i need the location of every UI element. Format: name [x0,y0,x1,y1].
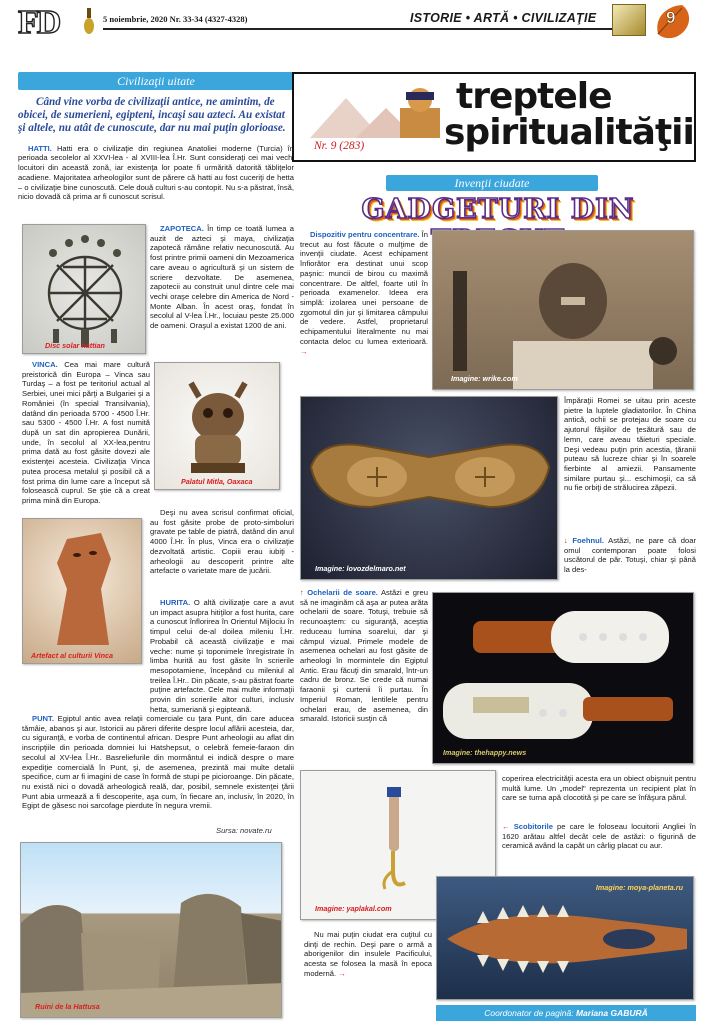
text-vinca-2: Deşi nu avea scrisul confirmat oficial, au fost găsite probe de proto-simboluri gravate pe table de piatră, datând din anul 4000 Î.Hr. În plus, Vinca era o civilizaţie dezvoltată artistic. Copiii erau iubiţi - arheologii au descoperit printre alte artefacte o varietate mare de jucării. [150,508,294,576]
caption-lovozdelmaro: Imagine: lovozdelmaro.net [315,564,406,573]
text-hatti: Hatti era o civilizaţie din regiunea Anatoliei moderne (Turcia) în perioada secolelor al XXVI-lea - al XVIII-lea Î.Hr. Sunt consideraţi cei mai vechi locuitori din această zonă, iar existenţa lor poate fi urmărită datorită tăbliţelor acadiene. Majoritatea arheologilor sunt de părere că hatti au fost cuceriţi de hetta – o civilizaţie bine cunoscută. Cele două culturi s-au contopit. Nu s-a păstrat, însă, nicio dovadă că prima ar fi cunoscut scrisul. [18,143,294,202]
photo-disc-solar [22,224,146,354]
text-coperirea: coperirea electricităţii acesta era un obiect obişnuit pentru multă lume. Un „model" reprezenta un recipient plat în care se turna apă clocotită şi pe care se înfăşura părul. [502,774,696,803]
keyword-zapoteca: ZAPOTECA. [160,224,204,233]
caption-thehappy: Imagine: thehappy.news [443,748,527,757]
text-punt: Egiptul antic avea relaţii comerciale cu ţara Punt, din care aducea tămâie, abanos şi aur. Istoricii au păreri diferite despre locul aflării acesteia, dar, cu siguranţă, e vorba de continentul african. Despre Punt arheologii au aflat din inscripţiile din perioada domniei lui Hatshepsut, o celebră femeie-faraon din secolul al XV-lea Î.Hr.. Basreliefurile din mormântul ei indică despre o mare expediţie comercială în Punt, şi, de asemenea, prezintă mai multe detalii specifice, cum ar fi imagini de case în formă de stupi pe picioroange. Din păcate, nu există nici o dovadă arheologică reală, dar, posibil, semnele existenţei ţării Punt abia urmează a fi descoperite, aşa cum, în fiecare an, inclusiv, în 2020, în Egipt de găsesc noi sarcofage pierdute în negura vremii. [22,714,294,811]
paragraph-punt [22,714,294,811]
photo-isolator-helmet [432,230,694,390]
treptele-title-box [292,72,696,162]
title-spiritualitatii: spiritualităţii [444,112,694,153]
caption-disc-solar: Disc solar hattian [45,341,105,350]
coordinator-label: Coordonator de pagină: [484,1008,574,1018]
text-imparatii: Împăraţii Romei se uitau prin aceste pietre la luptele gladiatorilor. În China antică, ochii se protejau de soare cu ajutorul fâşiilor de ţesătură sau de lemn, care aveau tăieturi speciale. Deşi vedeau puţin prin acestia, ţăranii puteau să lucreze chiar şi în soarele fierbinte al amiezii. Pansamente similare purtau şi... eschimoşii, ca să nu fie orbiţi de strălucirea zăpezii. [564,396,696,493]
caption-moya-planeta: Imagine: moya-planeta.ru [595,883,683,892]
left-column [18,72,294,202]
pyramids-sphinx-icon [300,78,450,142]
text-scobitori: pe care le foloseau locuitorii Angliei în 1620 arătau altfel decât cele de astăzi: o figurină de ceramică având la capăt un cârlig placat cu aur. [502,822,696,851]
photo-shark-knife [436,876,694,1000]
section-label-inventii: Invenţii ciudate [386,175,598,191]
photo-hair-dryer [432,592,694,764]
paragraph-coperirea [502,774,696,803]
photo-hattusa [20,842,282,1018]
keyword-scobitori: Scobitorile [513,822,553,831]
text-foehn: Astăzi, ne pare că doar omul contemporan poate folosi uscătorul de păr. Totuşi, chiar şi până la des- [564,536,696,575]
bronze-goggles-illustration [301,397,558,580]
section-title: ISTORIE • ARTĂ • CIVILIZAŢIE [410,11,597,25]
page-number-leaf [652,2,694,40]
text-zapoteca: În timp ce toată lumea a auzit de azteci şi maya, civilizaţia zapotecă rămâne relativ necunoscută. Au fost printre primii oameni din Mezoamerica care aveau o agricultură şi un sistem de scriere dezvoltate. De asemenea, zapotecii au construit unul dintre cele mai vechi oraşe celebre din America de Nord - Monte Alban. În acest oraş, fondat în secolul al V-lea Î.Hr., locuiau peste 25.000 de oameni. Oraşul a existat 1200 de ani. [150,224,294,331]
paragraph-scobitori [502,822,696,851]
paragraph-hurita [150,598,294,715]
paragraph-foehn [564,536,696,575]
photo-vinca-artefact [22,518,142,664]
keyword-punt: PUNT. [32,714,54,723]
zapotec-figure-illustration [155,363,280,490]
shark-knife-illustration [437,877,694,1000]
ceramic-dryer-illustration [433,593,694,764]
left-arrow-icon: ← [502,822,510,831]
keyword-hurita: HURITA. [160,598,191,607]
paragraph-cutit [304,930,432,979]
headline-gadgeturi: GADGETURI DIN [361,194,635,225]
paragraph-dispozitiv [300,230,428,356]
text-cutit: Nu mai puţin ciudat era cuţitul cu dinţi de rechin. Deşi pare o armă a aborigenilor din insulele Pacificului, acesta se folosea la masă în epoca modernă. [304,930,432,978]
caption-palatul-mitla: Palatul Mitla, Oaxaca [181,477,253,486]
caption-yaplakal: Imagine: yaplakal.com [315,904,392,913]
paragraph-imparatii [564,396,696,493]
paragraph-vinca-2 [150,508,294,576]
down-arrow-icon: ↓ [564,536,568,545]
issue-date: 5 noiembrie, 2020 Nr. 33-34 (4327-4328) [103,14,248,24]
page-number: 9 [666,8,676,27]
section-label-civilizatii: Civilizaţii uitate [18,72,294,90]
gold-square-icon [612,4,646,36]
keyword-foehn: Foehnul. [572,536,604,545]
paragraph-ochelari [300,588,428,724]
newspaper-logo: FD [18,4,60,41]
photo-palatul-mitla [154,362,280,490]
right-arrow-icon: → [338,968,346,978]
page-coordinator-bar [436,1005,696,1021]
paragraph-zapoteca [150,224,294,331]
title-treptele: treptele [456,76,612,117]
caption-hattusa: Ruini de la Hattusa [35,1002,100,1011]
caption-vinca-artefact: Artefact al culturii Vinca [31,651,114,660]
lamp-icon [82,6,96,36]
ruins-illustration [21,843,282,1018]
supplement-issue: Nr. 9 (283) [314,140,365,152]
keyword-ochelari: Ochelarii de soare. [307,588,378,597]
keyword-hatti: HATTI. [28,143,52,153]
isolator-illustration [433,231,694,390]
paragraph-vinca [22,360,150,506]
caption-wrike: Imagine: wrike.com [451,374,518,383]
text-dispozitiv: În trecut au fost făcute o mulţime de invenţii ciudate. Acest echipament înfiorător era destinat unui scop paşnic: muncii de birou cu maximă concentrare. De altfel, foarte util în perioada examenelor. Ideea era simplă: izolarea unei persoane de zgomotul din jur şi limitarea câmpului de vedere. Astfel, proprietarul echipamentului literalmente nu mai contacta deloc cu lumea exterioară. [300,230,428,346]
text-ochelari: Astăzi e greu să ne imaginăm că aşa ar putea arăta ochelarii de soare. Totuşi, trebuie să recunoaştem: cu siguranţă, aceştia reduceau lumina soarelui, dar şi câmpul vizual. Primele modele de asemenea ochelari au fost găsite de arheologi în mormintele din Egiptul Antic. Erau făcuţi din smarald, într-un cadru de bronz. Se crede că numai faraonii şi curtenii îi purtau. În Imperiul Roman, lentilele pentru ochelari erau, de asemenea, din smarald. Istoricii susţin că [300,588,428,724]
continue-arrow-icon: → [300,346,308,356]
lead-paragraph: Când vine vorba de civilizaţii antice, ne amintim, de obicei, de sumerieni, egipteni, incaşi sau azteci. Au existat şi altele, nu atât de cunoscute, dar nu mai puţin glorioase. [18,96,286,135]
keyword-vinca: VINCA. [32,360,58,369]
header-rule [103,28,633,30]
vinca-figurine-illustration [23,519,142,664]
source-credit: Sursa: novate.ru [216,826,272,835]
paragraph-hatti [18,144,294,202]
sun-disc-illustration [23,225,146,354]
up-arrow-icon: ↑ [300,588,304,597]
photo-bronze-goggles [300,396,558,580]
keyword-dispozitiv: Dispozitiv pentru concentrare. [310,230,420,239]
text-hurita: O altă civilizaţie care a avut un impact asupra hitiţilor a fost hurita, care a cunoscut înflorirea în Orientul Mijlociu în timpul celui de-al doilea mileniu Î.Hr. Probabil că această civilizaţie e mai veche: nume şi toponimele înregistrate în limba hurită au fost găsite în scrierile mesopotamiene, începând cu mileniul al treilea Î.Hr.. Din păcate, s-au păstrat foarte puţine artefacte. Cele mai multe informaţii provin din scrierile altor culturi, inclusiv hetta, sumeriană şi egipteană. [150,598,294,714]
page-header [0,0,715,46]
text-vinca: Cea mai mare cultură preistorică din Europa – Vinca sau Turdaş – a fost pe teritoriul actual al Serbiei, unei mici părţi a Bulgariei şi a României (în special Transilvania), datând din perioada 5700 - 4500 Î.Hr. sau 5300 - 4500 Î.Hr. A fost numită după un sat din apropierea Dunării, unde, în secolul al XX-lea,pentru prima dată au fost găsite dovezi ale existenţei acesteia. Civilizaţia Vinca putea procesa metalul şi posibil că a fost prima din lume care a început să folosească cuprul. Se ştie că a creat prima mină din Europa. [22,360,150,506]
coordinator-name: Mariana GABURĂ [575,1008,648,1018]
